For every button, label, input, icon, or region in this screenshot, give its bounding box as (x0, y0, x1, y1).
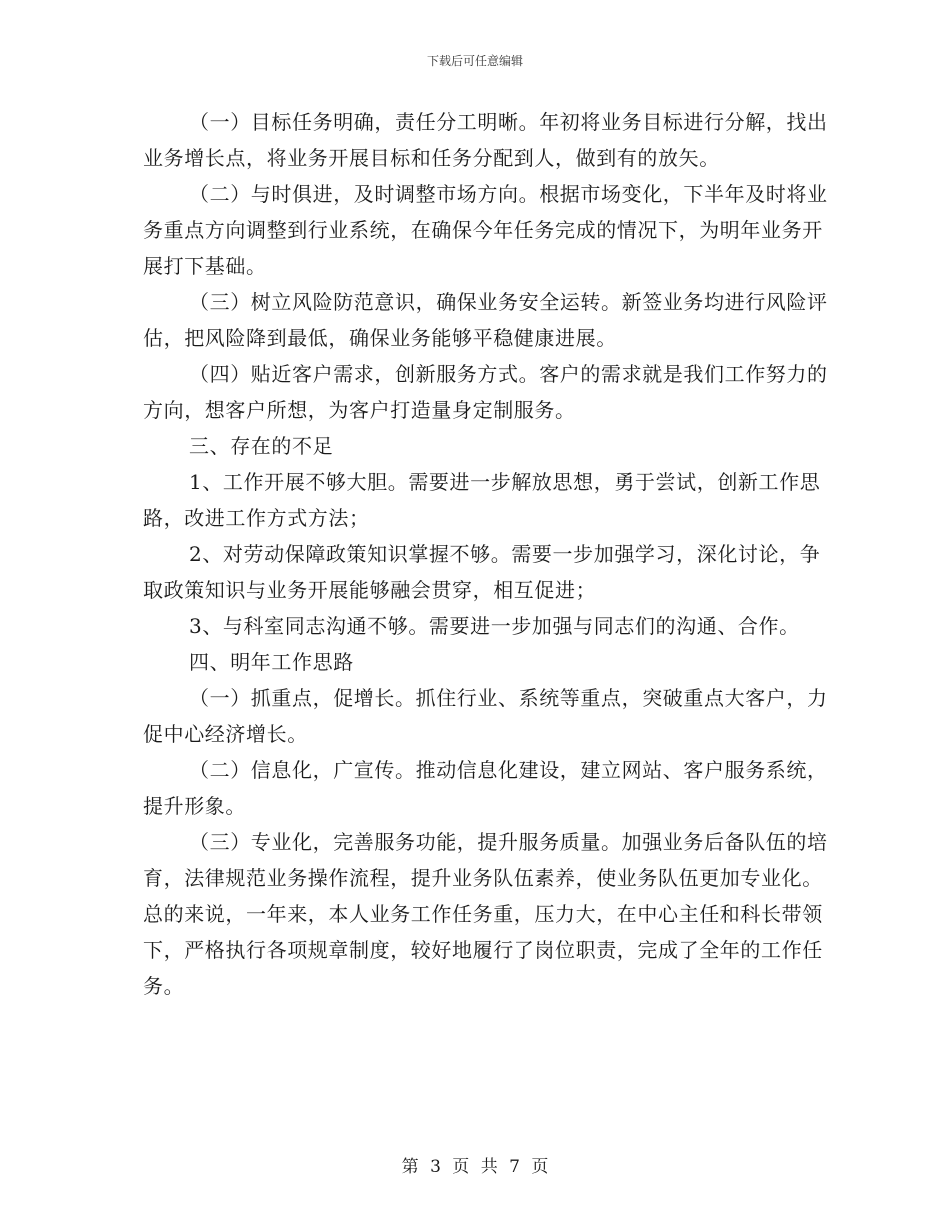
page-number: 第 3 页 共 7 页 (401, 1157, 549, 1177)
paragraph-goal-tasks: （一）目标任务明确，责任分工明晰。年初将业务目标进行分解，找出业务增长点，将业务开展目标和任务分配到人，做到有的放矢。 (143, 110, 828, 170)
section-heading-shortcomings: 三、存在的不足 (189, 434, 334, 458)
paragraph-customer-needs: （四）贴近客户需求，创新服务方式。客户的需求就是我们工作努力的方向，想客户所想，为客户打造量身定制服务。 (143, 362, 828, 422)
paragraph-market-direction: （二）与时俱进，及时调整市场方向。根据市场变化，下半年及时将业务重点方向调整到行业系统，在确保今年任务完成的情况下，为明年业务开展打下基础。 (143, 182, 828, 278)
paragraph-plan-3: （三）专业化，完善服务功能，提升服务质量。加强业务后备队伍的培育，法律规范业务操作流程，提升业务队伍素养，使业务队伍更加专业化。总的来说，一年来，本人业务工作任务重，压力大，在中心主任和科长带领下，严格执行各项规章制度，较好地履行了岗位职责，完成了全年的工作任务。 (143, 830, 828, 998)
document-body (143, 104, 833, 1004)
paragraph-shortcoming-2: 2、对劳动保障政策知识掌握不够。需要一步加强学习，深化讨论，争取政策知识与业务开展能够融会贯穿，相互促进； (143, 542, 821, 602)
paragraph-shortcoming-1: 1、工作开展不够大胆。需要进一步解放思想，勇于尝试，创新工作思路，改进工作方式方法； (143, 470, 821, 530)
paragraph-plan-2: （二）信息化，广宣传。推动信息化建设，建立网站、客户服务系统，提升形象。 (143, 758, 828, 818)
page-header: 下载后可任意编辑 (426, 54, 523, 68)
section-heading-next-year: 四、明年工作思路 (189, 650, 354, 674)
paragraph-plan-1: （一）抓重点，促增长。抓住行业、系统等重点，突破重点大客户，力促中心经济增长。 (143, 686, 828, 746)
paragraph-shortcoming-3: 3、与科室同志沟通不够。需要进一步加强与同志们的沟通、合作。 (189, 614, 800, 638)
paragraph-risk-awareness: （三）树立风险防范意识，确保业务安全运转。新签业务均进行风险评估，把风险降到最低，确保业务能够平稳健康进展。 (143, 290, 828, 350)
